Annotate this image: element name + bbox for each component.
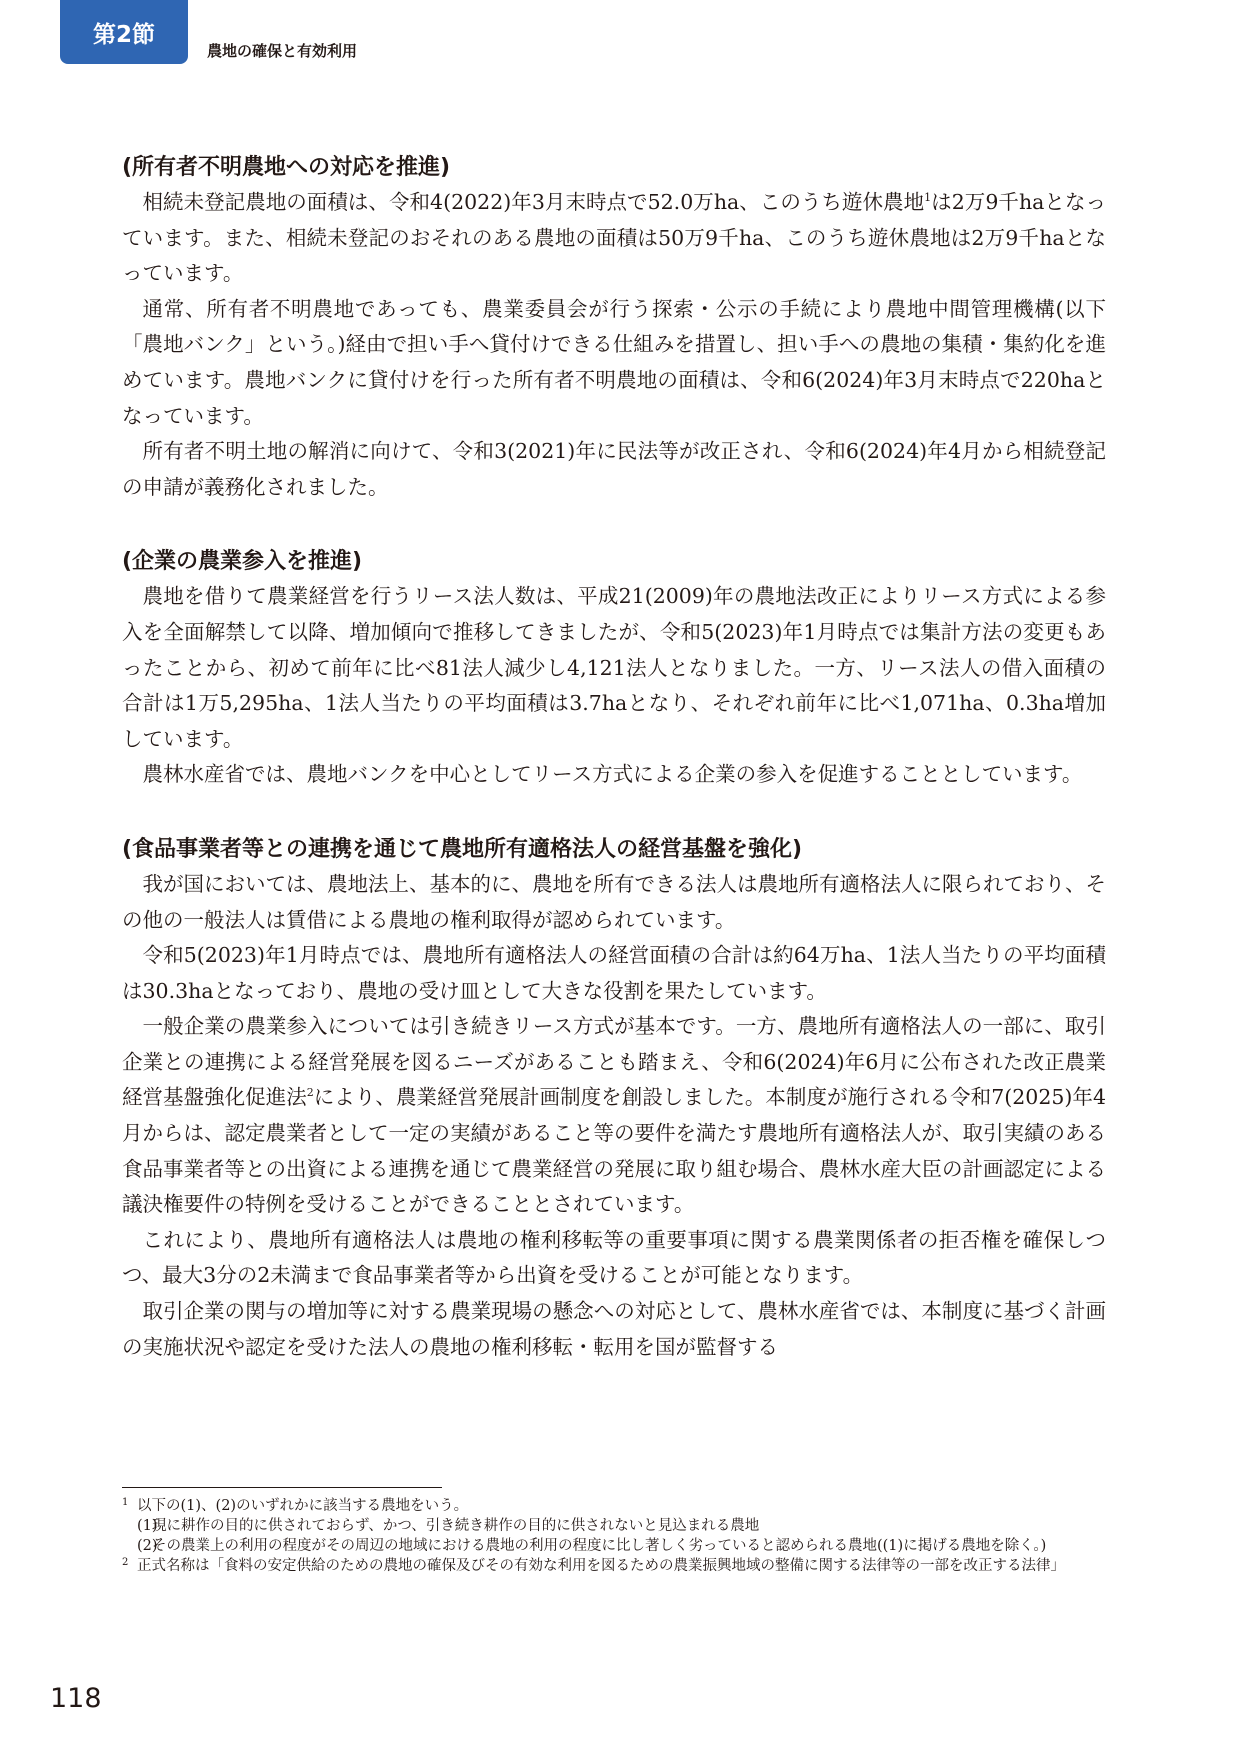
paragraph: 相続未登記農地の面積は、令和4(2022)年3月末時点で52.0万ha、このうち遊休農地$^1$は2万9千haとなっています。また、相続未登記のおそれのある農地の面積は50万9千ha、このうち遊休農地は2万9千haとなっています。 [122,190,1106,286]
paragraph: 令和5(2023)年1月時点では、農地所有適格法人の経営面積の合計は約64万ha、1法人当たりの平均面積は30.3haとなっており、農地の受け皿として大きな役割を果たしています。 [122,943,1106,1003]
footnotes [122,1496,1106,1576]
section-corporate-entry [122,545,1106,793]
footnote-ref-1[interactable]: 1 [924,191,932,205]
footnote-1 [122,1496,1106,1516]
footnote-text: 以下の(1)、(2)のいずれかに該当する農地をいう。 [137,1498,469,1514]
footnote-1-item-1: (1) 現に耕作の目的に供されておらず、かつ、引き続き耕作の目的に供されないと見込まれる農地 [137,1518,760,1534]
footnote-ref-2[interactable]: 2 [306,1086,314,1100]
footnote-2 [122,1556,1106,1576]
section-food-business-partnership [122,833,1106,1365]
paragraph: 所有者不明土地の解消に向けて、令和3(2021)年に民法等が改正され、令和6(2024)年4月から相続登記の申請が義務化されました。 [122,439,1106,499]
main-content [122,151,1106,1405]
paragraph: 取引企業の関与の増加等に対する農業現場の懸念への対応として、農林水産省では、本制度に基づく計画の実施状況や認定を受けた法人の農地の権利移転・転用を国が監督する [122,1299,1106,1359]
footnote-text: 正式名称は「食料の安定供給のための農地の確保及びその有効な利用を図るための農業振興地域の整備に関する法律等の一部を改正する法律」 [137,1558,1065,1574]
paragraph: 農林水産省では、農地バンクを中心としてリース方式による企業の参入を促進することとしています。 [142,762,1083,787]
paragraph: 我が国においては、農地法上、基本的に、農地を所有できる法人は農地所有適格法人に限られており、その他の一般法人は賃借による農地の権利取得が認められています。 [122,871,1106,932]
footnote-divider [122,1487,442,1488]
section-heading: (所有者不明農地への対応を推進) [122,155,451,180]
section-label: 第2節 [92,21,155,48]
page-number: 118 [50,1683,102,1714]
paragraph: これにより、農地所有適格法人は農地の権利移転等の重要事項に関する農業関係者の拒否権を確保しつつ、最大3分の2未満まで食品事業者等から出資を受けることが可能となります。 [122,1227,1106,1288]
chapter-title: 農地の確保と有効利用 [207,42,358,60]
section-heading: (食品事業者等との連携を通じて農地所有適格法人の経営基盤を強化) [122,836,803,862]
paragraph: 一般企業の農業参入については引き続きリース方式が基本です。一方、農地所有適格法人の一部に、取引企業との連携による経営発展を図るニーズがあることも踏まえ、令和6(2024)年6月に公布された改正農業経営基盤強化促進法$^2$により、農業経営発展計画制度を創設しました。本制度が施行される令和7(2025)年4月からは、認定農業者として一定の実績があること等の要件を満たす農地所有適格法人が、取引実績のある食品事業者等との出資による連携を通じて農業経営の発展に取り組む場合、農林水産大臣の計画認定による議決権要件の特例を受けることができることとされています。 [122,1014,1106,1217]
section-tab [60,0,188,64]
footnote-mark: 1 [122,1497,129,1508]
paragraph: 農地を借りて農業経営を行うリース法人数は、平成21(2009)年の農地法改正によりリース方式による参入を全面解禁して以降、増加傾向で推移してきましたが、令和5(2023)年1月時点では集計方法の変更もあったことから、初めて前年に比べ81法人減少し4,121法人となりました。一方、リース法人の借入面積の合計は1万5,295ha、1法人当たりの平均面積は3.7haとなり、それぞれ前年に比べ1,071ha、0.3ha増加しています。 [122,584,1106,751]
paragraph: 通常、所有者不明農地であっても、農業委員会が行う探索・公示の手続により農地中間管理機構(以下「農地バンク」という。)経由で担い手へ貸付けできる仕組みを措置し、担い手への農地の集積・集約化を進めています。農地バンクに貸付けを行った所有者不明農地の面積は、令和6(2024)年3月末時点で220haとなっています。 [122,296,1106,428]
section-heading: (企業の農業参入を推進) [122,549,363,575]
footnote-1-item-2: (2) その農業上の利用の程度がその周辺の地域における農地の利用の程度に比し著しく劣っていると認められる農地((1)に掲げる農地を除く。) [137,1538,1047,1554]
section-unknown-owner [122,151,1106,505]
footnote-mark: 2 [122,1557,129,1568]
